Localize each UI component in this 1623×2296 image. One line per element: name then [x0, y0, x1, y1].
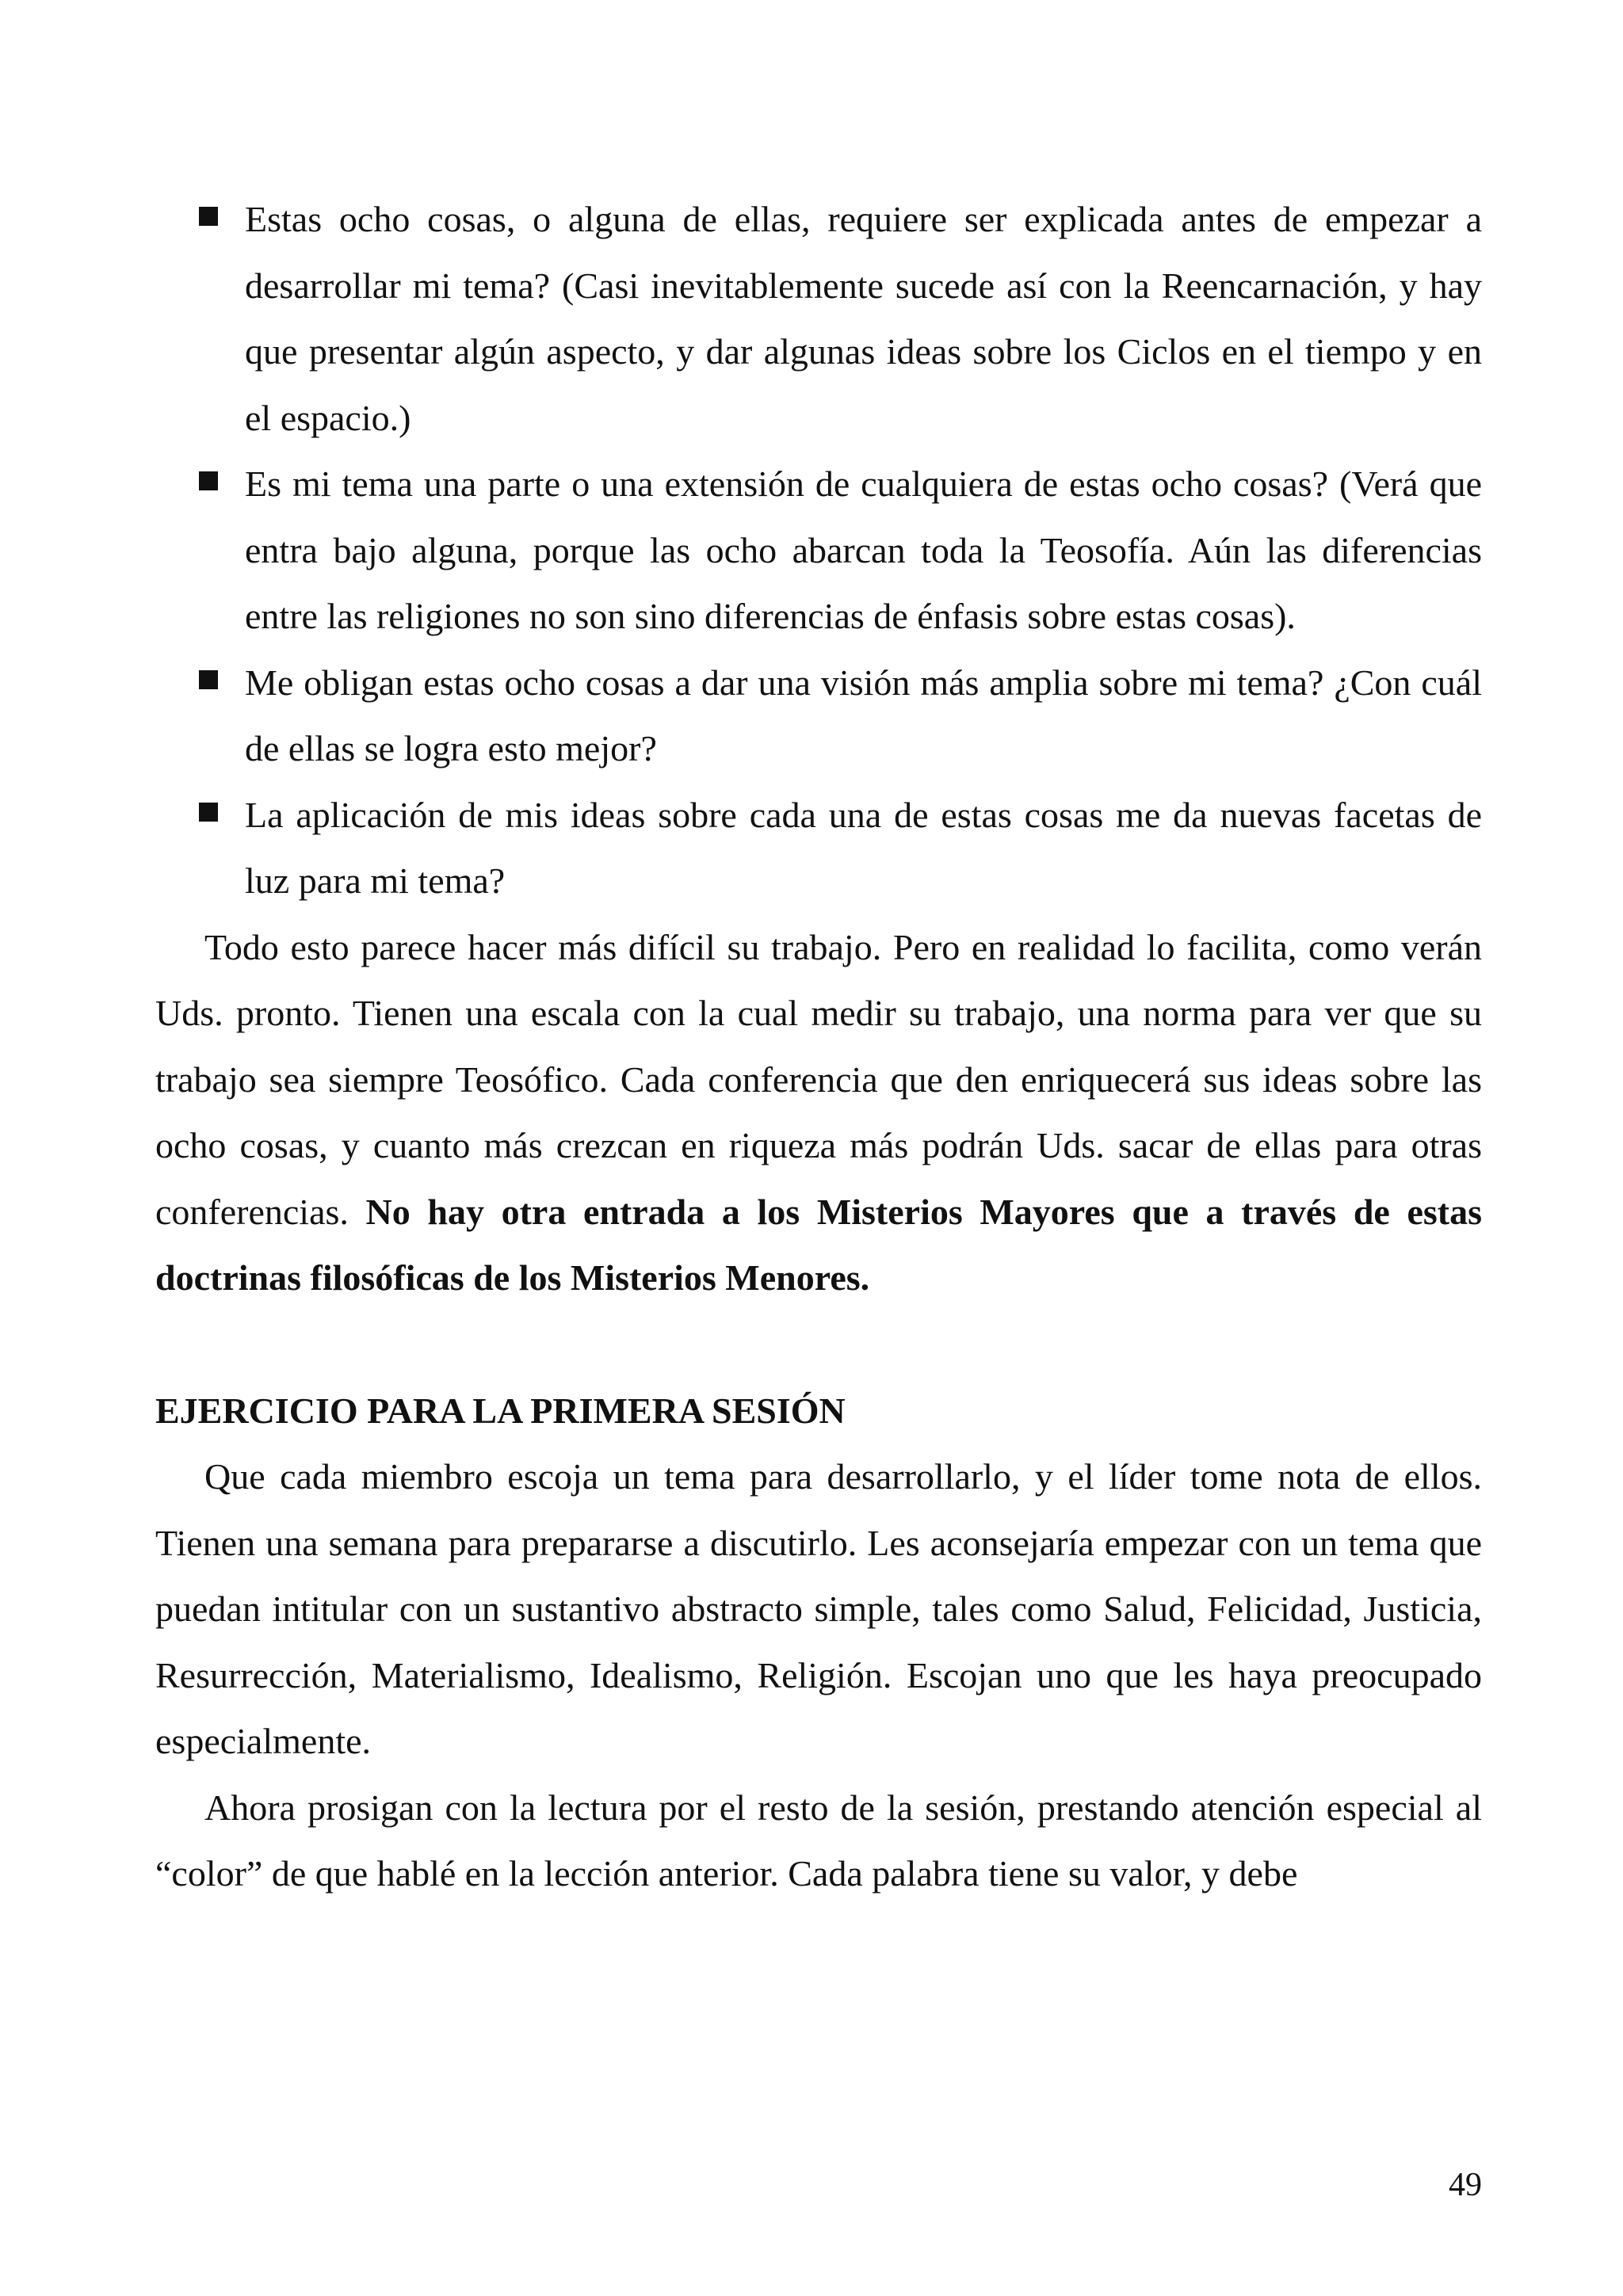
square-bullet-icon [199, 471, 218, 490]
list-item [155, 186, 1482, 451]
square-bullet-icon [199, 207, 218, 226]
paragraph-reading: Ahora prosigan con la lectura por el resto de la sesión, prestando atención especial al “color” de que hablé en la lección anterior. Cada palabra tiene su valor, y debe [155, 1787, 1482, 1894]
page-content [155, 186, 1482, 1907]
list-item-text: La aplicación de mis ideas sobre cada una de estas cosas me da nuevas facetas de luz para mi tema? [245, 794, 1482, 901]
bold-statement: No hay otra entrada a los Misterios Mayores que a través de estas doctrinas filosóficas de los Misterios Menores. [155, 1191, 1482, 1298]
bullet-list [155, 186, 1482, 914]
paragraph-exercise: Que cada miembro escoja un tema para desarrollarlo, y el líder tome nota de ellos. Tienen una semana para prepararse a discutirlo. Les aconsejaría empezar con un tema que puedan intitular con un sustantivo abstracto simple, tales como Salud, Felicidad, Justicia, Resurrección, Materialismo, Idealismo, Religión. Escojan uno que les haya preocupado especialmente. [155, 1456, 1482, 1761]
page-number: 49 [1449, 2167, 1482, 2203]
list-item [155, 650, 1482, 782]
list-item-text: Es mi tema una parte o una extensión de cualquiera de estas ocho cosas? (Verá que entra bajo alguna, porque las ocho abarcan toda la Teosofía. Aún las diferencias entre las religiones no son sino diferencias de énfasis sobre estas cosas). [245, 463, 1482, 636]
section-heading: EJERCICIO PARA LA PRIMERA SESIÓN [155, 1390, 846, 1431]
list-item [155, 782, 1482, 914]
list-item [155, 451, 1482, 650]
square-bullet-icon [199, 670, 218, 689]
square-bullet-icon [199, 803, 218, 822]
list-item-text: Estas ocho cosas, o alguna de ellas, requiere ser explicada antes de empezar a desarrollar mi tema? (Casi inevitablemente sucede así con la Reencarnación, y hay que presentar algún aspecto, y dar algunas ideas sobre los Ciclos en el tiempo y en el espacio.) [245, 199, 1482, 438]
paragraph-conclusion [155, 914, 1482, 1311]
paragraph-text: Todo esto parece hacer más difícil su trabajo. Pero en realidad lo facilita, como verán Uds. pronto. Tienen una escala con la cual medir su trabajo, una norma para ver que su trabajo sea siempre Teosófico. Cada conferencia que den enriquecerá sus ideas sobre las ocho cosas, y cuanto más crezcan en riqueza más podrán Uds. sacar de ellas para otras conferencias. [155, 926, 1482, 1232]
list-item-text: Me obligan estas ocho cosas a dar una visión más amplia sobre mi tema? ¿Con cuál de ellas se logra esto mejor? [245, 662, 1482, 769]
